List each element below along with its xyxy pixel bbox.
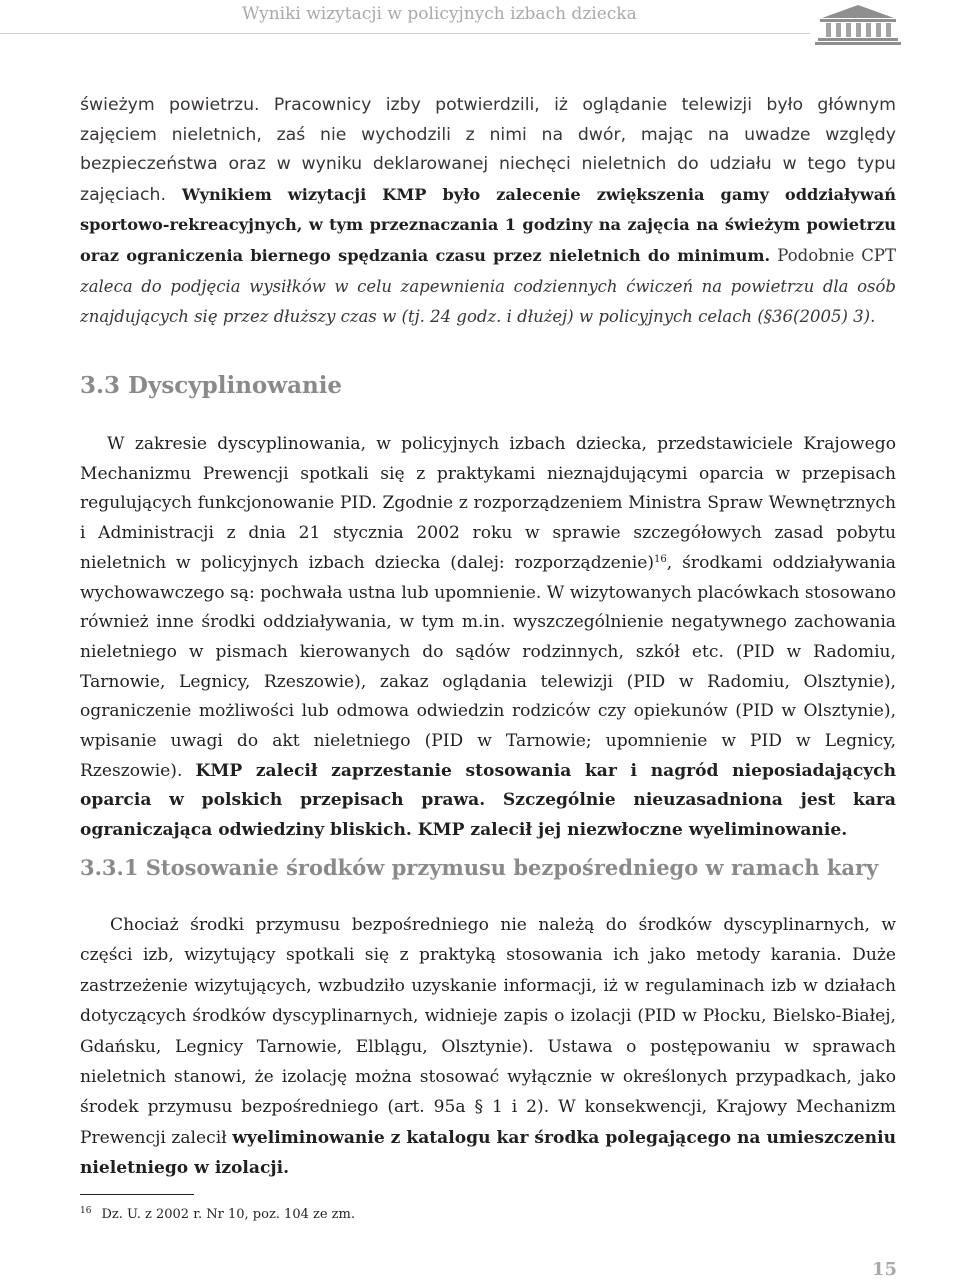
discipline-recommendation: KMP zalecił zaprzestanie stosowania kar i nagród nieposiadających oparcia w polskich przepisach prawa. Szczególnie nieuzasadniona jest kara ograniczająca odwiedziny bliskich. KMP zalecił jej niezwłoczne wyeliminowanie. (80, 760, 896, 841)
subsection-heading-coercion: 3.3.1 Stosowanie środków przymusu bezpośredniego w ramach kary (80, 855, 879, 880)
footnote-reference: 16 (654, 553, 667, 565)
intro-recommendation: Wynikiem wizytacji KMP było zalecenie zwiększenia gamy oddziaływań sportowo-rekreacyjnych, w tym przeznaczania 1 godziny na zajęcia na świeżym powietrzu oraz ograniczenia biernego spędzania czasu przez nieletnich do minimum. (80, 184, 896, 265)
header-divider (0, 33, 810, 34)
page-number: 15 (872, 1259, 898, 1280)
discipline-text: W zakresie dyscyplinowania, w policyjnych izbach dziecka, przedstawiciele Krajowego Mechanizmu Prewencji spotkali się z praktykami nieznajdującymi oparcia w przepisach regulujących funkcjonowanie PID. Zgodnie z rozporządzeniem Ministra Spraw Wewnętrznych i Administracji z dnia 21 stycznia 2002 roku w sprawie szczegółowych zasad pobytu nieletnich w policyjnych izbach dziecka (dalej: rozporządzenie) (80, 434, 896, 573)
footnote-divider (80, 1194, 194, 1195)
discipline-text-continued: , środkami oddziaływania wychowawczego są: pochwała ustna lub upomnienie. W wizytowanych placówkach stosowano również inne środki oddziaływania, w tym m.in. wyszczególnienie negatywnego zachowania nieletniego w pismach kierowanych do sądów rodzinnych, szkół etc. (PID w Radomiu, Tarnowie, Legnicy, Rzeszowie), zakaz oglądania telewizji (PID w Radomiu, Olsztynie), ograniczenie możliwości lub odmowa odwiedzin rodziców czy opiekunów (PID w Olsztynie), wpisanie uwagi do akt nieletniego (PID w Tarnowie; upomnienie w PID w Legnicy, Rzeszowie). (80, 552, 896, 781)
building-columns-icon (812, 2, 904, 46)
footnote-number: 16 (80, 1206, 92, 1216)
running-header (0, 0, 960, 48)
coercion-paragraph (80, 910, 896, 1184)
intro-paragraph (80, 91, 896, 333)
coercion-recommendation: wyeliminowanie z katalogu kar środka polegającego na umieszczeniu nieletniego w izolacji. (80, 1127, 896, 1179)
intro-cpt-text: Podobnie CPT (777, 245, 896, 265)
footnote-text: Dz. U. z 2002 r. Nr 10, poz. 104 ze zm. (101, 1207, 355, 1222)
footnote (80, 1207, 355, 1222)
intro-cpt-quote: zaleca do podjęcia wysiłków w celu zapewnienia codziennych ćwiczeń na powietrzu dla osób znajdujących się przez dłuższy czas w (tj. 24 godz. i dłużej) w policyjnych celach (§36(2005) 3). (80, 276, 896, 327)
running-title: Wyniki wizytacji w policyjnych izbach dziecka (242, 4, 637, 24)
section-heading-discipline: 3.3 Dyscyplinowanie (80, 372, 343, 399)
discipline-paragraph (80, 430, 896, 846)
coercion-text: Chociaż środki przymusu bezpośredniego nie należą do środków dyscyplinarnych, w części izb, wizytujący spotkali się z praktyką stosowania ich jako metody karania. Duże zastrzeżenie wizytujących, wzbudziło uzyskanie informacji, iż w regulaminach izb w działach dotyczących środków dyscyplinarnych, widnieje zapis o izolacji (PID w Płocku, Bielsko-Białej, Gdańsku, Legnicy Tarnowie, Elblągu, Olsztynie). Ustawa o postępowaniu w sprawach nieletnich stanowi, że izolację można stosować wyłącznie w określonych przypadkach, jako środek przymusu bezpośredniego (art. 95a § 1 i 2). W konsekwencji, Krajowy Mechanizm Prewencji zalecił (80, 915, 896, 1148)
intro-text: świeżym powietrzu. Pracownicy izby potwierdzili, iż oglądanie telewizji było głównym zajęciem nieletnich, zaś nie wychodzili z nimi na dwór, mając na uwadze względy bezpieczeństwa oraz w wyniku deklarowanej niechęci nieletnich do udziału w tego typu zajęciach. (80, 95, 896, 205)
